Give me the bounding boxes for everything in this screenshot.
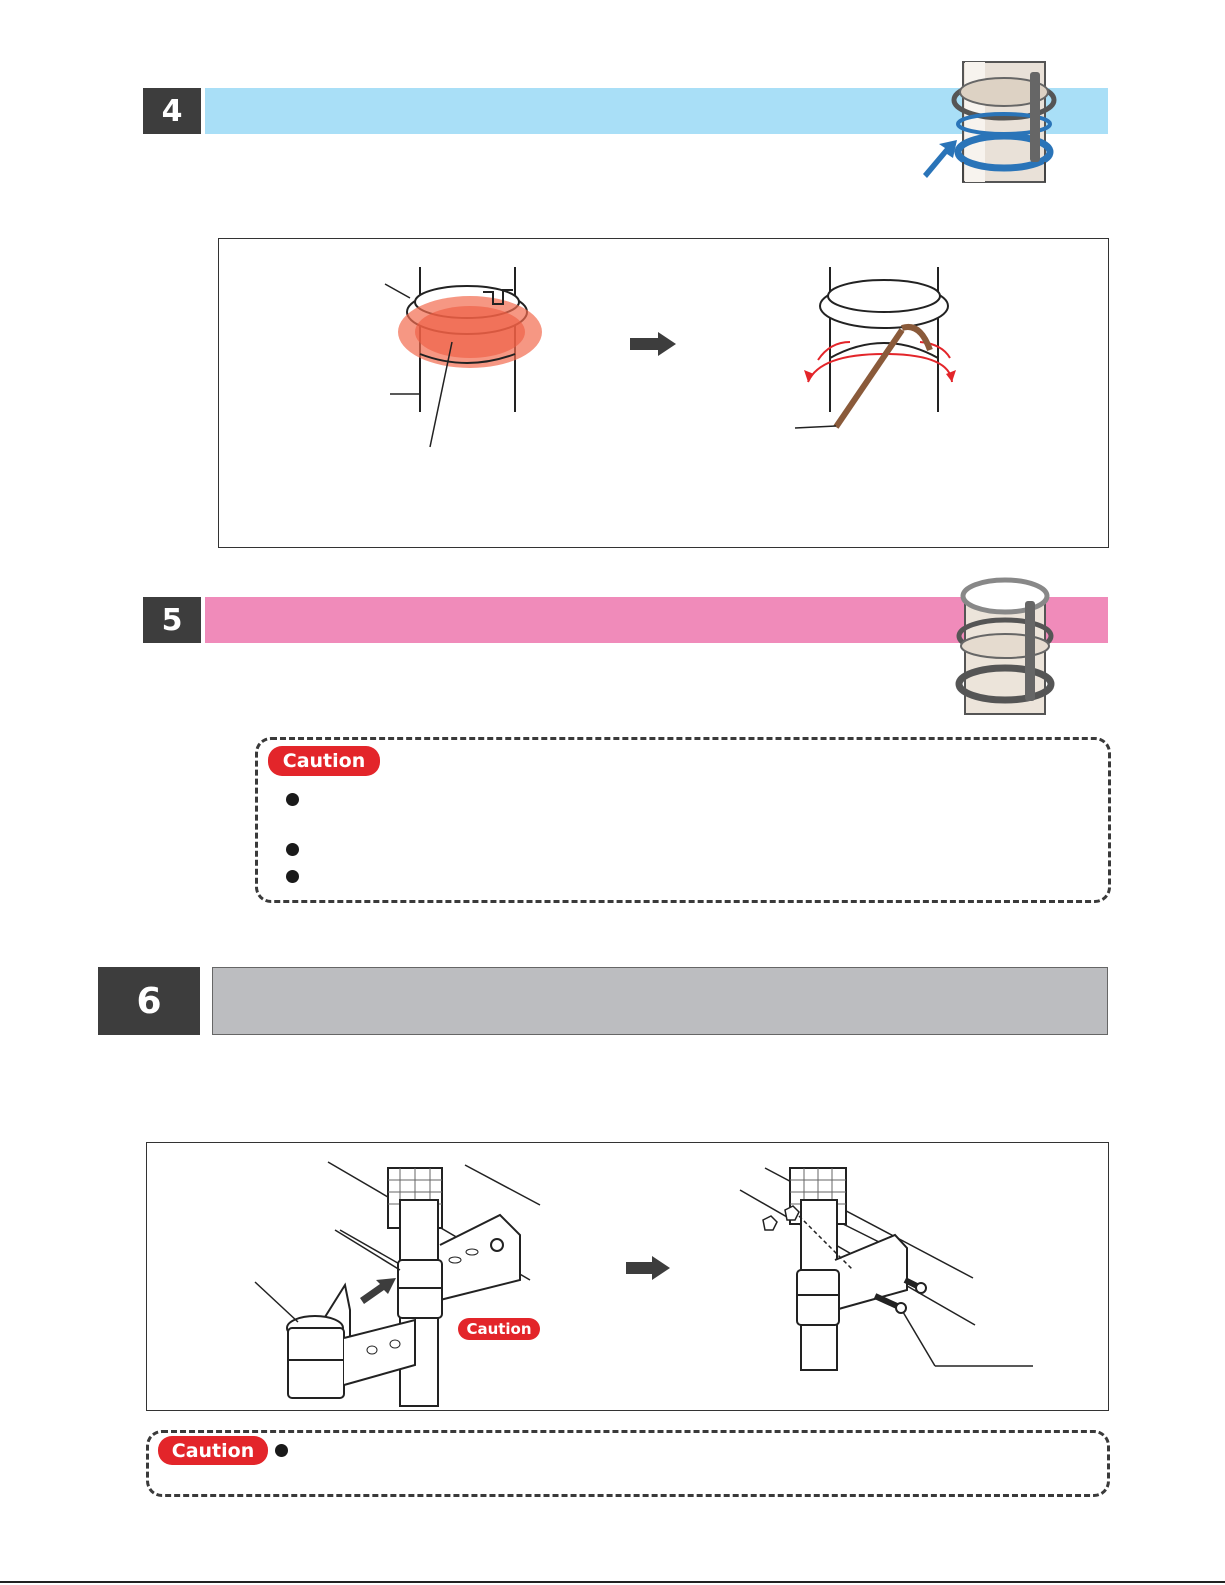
pipe-heated-illustration xyxy=(380,262,540,452)
step-5-number: 5 xyxy=(143,597,201,643)
page-bottom-rule xyxy=(0,1581,1225,1583)
pipe-rotate-illustration xyxy=(790,262,970,442)
pipe-clamp-icon xyxy=(955,576,1065,714)
step-4-number: 4 xyxy=(143,88,201,134)
step-6-header-bar xyxy=(212,967,1108,1035)
step-4-illustration-frame xyxy=(218,238,1109,548)
caution-bullet xyxy=(286,870,299,883)
bracket-bolt-illustration xyxy=(735,1160,1035,1370)
caution-bullet xyxy=(275,1444,288,1457)
caution-badge: Caution xyxy=(158,1436,268,1465)
caution-badge: Caution xyxy=(458,1318,540,1340)
right-arrow-icon xyxy=(626,1256,670,1280)
step-5-caution-box xyxy=(255,737,1111,903)
right-arrow-icon xyxy=(630,332,676,356)
caution-bullet xyxy=(286,843,299,856)
step-6-number: 6 xyxy=(98,967,200,1035)
caution-badge: Caution xyxy=(268,746,380,776)
caution-bullet xyxy=(286,793,299,806)
bracket-attach-illustration xyxy=(250,1160,550,1406)
pipe-rotate-icon xyxy=(915,62,1065,182)
step-6-caution-box xyxy=(146,1430,1110,1497)
